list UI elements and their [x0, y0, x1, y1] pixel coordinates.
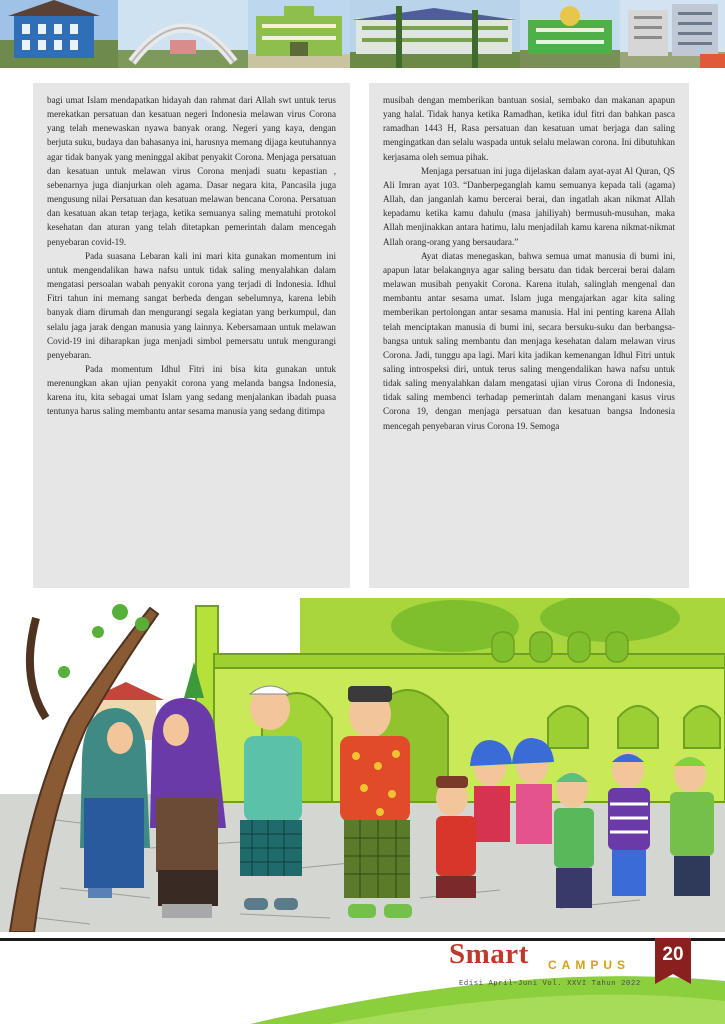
campus-photo-6 — [620, 0, 725, 68]
campus-photo-1 — [0, 0, 118, 68]
eid-illustration — [0, 598, 725, 932]
article-paragraph: musibah dengan memberikan bantuan sosial, sembako dan makanan apapun yang halal. Tidak hanya ketika Ramadhan, ketika idul fitri dan bahkan pasca ramadhan 1443 H, Rasa persatuan dan kesatuan umat berjaga dan saling mengingatkan dan selalu waspada untuk selalu melawan corona. Ini dibutuhkan kerjasama oleh semua pihak. — [383, 95, 675, 162]
edition-info: Edisi April-Juni Vol. XXVI Tahun 2022 — [459, 980, 641, 988]
article-column-left — [33, 83, 350, 588]
article-paragraph: Menjaga persatuan ini juga dijelaskan dalam ayat-ayat Al Quran, QS Ali Imran ayat 103. “Danberpeganglah kamu semuanya kepada tali (agama) Allah, dan janganlah kamu bercerai berai, dan ingatlah akan nikmat Allah kepadamu ketika kamu dahulu (masa jahiliyah) bermusuh-musuhan, maka Allah menjinakkan antara hatimu, lalu menjadilah kamu karena nikmat-nikmat Allah orang-orang yang bersaudara.” — [383, 165, 675, 247]
brand-name-campus: CAMPUS — [548, 958, 631, 972]
campus-photo-2 — [118, 0, 248, 68]
campus-photo-3 — [248, 0, 350, 68]
article-paragraph: bagi umat Islam mendapatkan hidayah dan rahmat dari Allah swt untuk terus merekatkan persatuan dan kesatuan negeri Indonesia melawan virus Corona yang telah menewaskan nyawa banyak orang. Negeri yang kaya, dengan berjuta suku, budaya dan bahasanya ini, harusnya memang dijaga keutuhannya agar tidak banyak yang meninggal akibat penyakit Corona. Menjaga persatuan dan kesatuan untuk melawan virus Corona menjadi suatu kepastian , sebenarnya juga dianjurkan oleh agama. Dasar negara kita, Pancasila juga mengusung nilai Persatuan dan kesatuan melawan bencana Corona. Persatuan dan kesatuan akan tetap terjaga, ketika semuanya saling mematuhi protokol kesehatan dan aturan yang telah ditetapkan pemerintah dalam mencegah penyebaran covid-19. — [47, 95, 336, 247]
article-column-right — [369, 83, 689, 588]
brand-name-smart: Smart — [449, 938, 529, 970]
campus-photo-strip — [0, 0, 725, 68]
page-number: 20 — [662, 944, 684, 965]
article-paragraph: Pada suasana Lebaran kali ini mari kita gunakan momentum ini untuk mengendalikan hawa nafsu untuk tidak saling menyalahkan dalam mengatasi persoalan wabah penyakit corona yang terjadi di Indonesia. Idhul Fitri tahun ini memang sangat berbeda dengan sebelumnya, karena lebih banyak diam dirumah dan mengurangi segala kegiatan yang berkumpul, dan selalu jaga jarak dengan manusia yang lainnya. Kebersamaan untuk melawan Covid-19 ini diharapkan juga menjadi simbol pemersatu untuk mengurangi penyebaran. — [47, 250, 336, 360]
campus-photo-5 — [520, 0, 620, 68]
campus-photo-4 — [350, 0, 520, 68]
article-paragraph: Pada momentum Idhul Fitri ini bisa kita gunakan untuk merenungkan akan ujian penyakit corona yang melanda bangsa Indonesia, karena itu, kita sebagai umat Islam yang sedang menjalankan ibadah puasa tentunya harus saling membantu antar sesama manusia yang sedang ditimpa — [47, 363, 336, 417]
character-woman-purple — [150, 698, 226, 918]
article-paragraph: Ayat diatas menegaskan, bahwa semua umat manusia di bumi ini, apapun latar belakangnya agar saling bersatu dan tidak bercerai berai dalam melawan musibah penyakit Corona. Karena itulah, salinglah mengenal dan membantu antar sesama umat. Islam juga mengajarkan agar kita saling memberikan pertolongan antar sesama manusia. Hal ini penting karena Allah telah menciptakan manusia di bumi ini, secara bersuku-suku dan berbangsa-bangsa untuk saling membantu dan menjaga kesehatan dalam melawan virus Corona. Jadi, tunggu apa lagi. Mari kita jadikan kemenangan Idhul Fitri untuk saling introspeksi diri, untuk terus saling mengendalikan hawa nafsu untuk tidak saling menyalahkan dalam mengatasi ujian virus Corona di Indonesia, tidak saling membenci terhadap pemerintah dalam menangani kasus virus Corona 19, dengan menjaga persatuan dan kesatuan bangsa Indonesia mencegah penyebaran virus Corona 19. Semoga — [383, 250, 675, 431]
character-woman-teal — [80, 708, 150, 898]
